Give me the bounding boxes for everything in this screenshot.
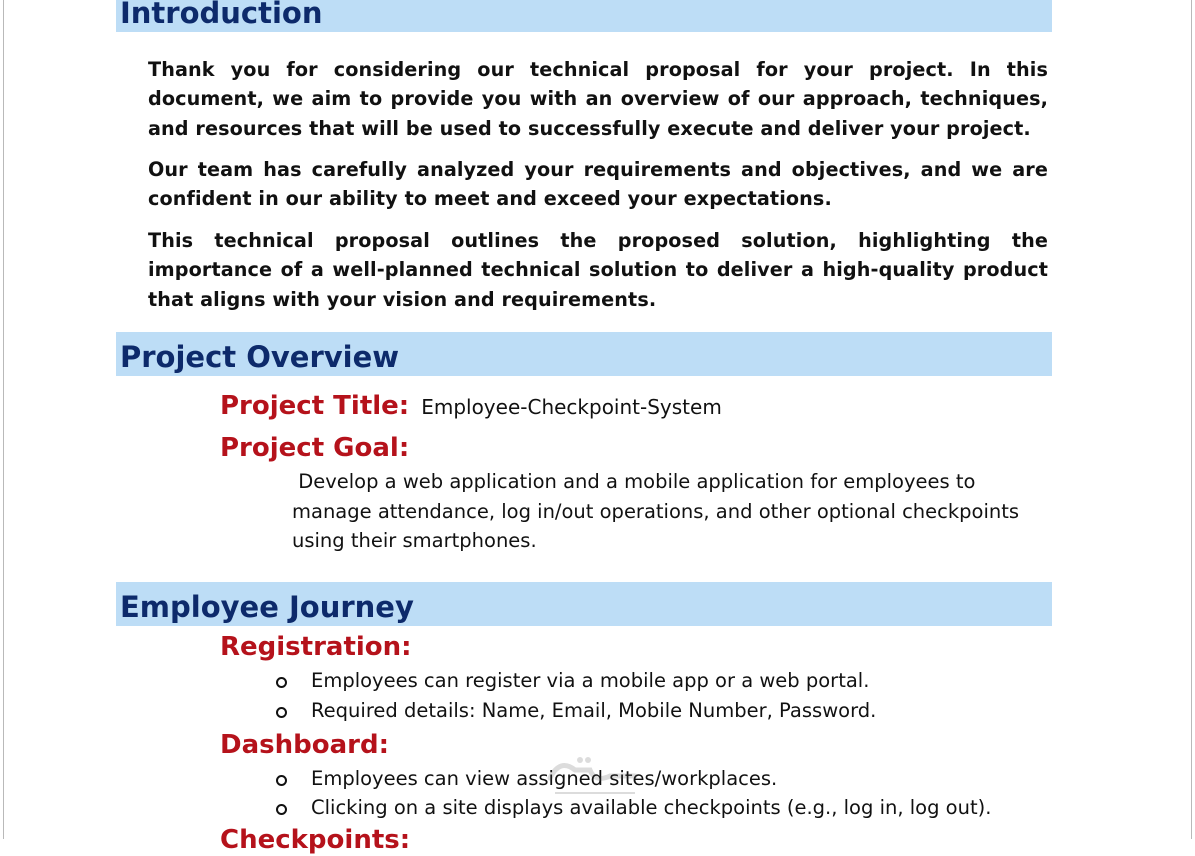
mostaql-watermark-icon (540, 748, 650, 808)
hollow-bullet-icon (276, 677, 287, 688)
project-overview-section-band (116, 332, 1052, 376)
project-goal-text: Develop a web application and a mobile application for employees to manage attendance, log in/out operations, and other optional checkpoints using their smartphones. (292, 470, 1026, 552)
page-left-edge (3, 0, 4, 839)
introduction-paragraph-2: Our team has carefully analyzed your requirements and objectives, and we are confident in our ability to meet and exceed your expectations. (148, 158, 1048, 211)
introduction-paragraph-1: Thank you for considering our technical proposal for your project. In this document, we aim to provide you with an overview of our approach, techniques, and resources that will be used to successfully execute and deliver your project. (148, 58, 1048, 140)
list-item-text: Employees can register via a mobile app or a web portal. (311, 669, 870, 692)
introduction-paragraph-3: This technical proposal outlines the proposed solution, highlighting the importance of a well-planned technical solution to deliver a high-quality product that aligns with your vision and requirements. (148, 229, 1048, 311)
dashboard-heading: Dashboard: (220, 730, 389, 760)
project-title-label: Project Title: (220, 391, 410, 421)
list-item-text: Required details: Name, Email, Mobile Number, Password. (311, 699, 877, 722)
employee-journey-heading: Employee Journey (120, 590, 414, 624)
hollow-bullet-icon (276, 804, 287, 815)
project-goal-label: Project Goal: (220, 433, 410, 463)
hollow-bullet-icon (276, 775, 287, 786)
checkpoints-heading: Checkpoints: (220, 825, 411, 855)
project-title-value: Employee-Checkpoint-System (421, 395, 722, 419)
project-title-row (220, 390, 722, 423)
registration-heading: Registration: (220, 632, 412, 662)
list-item-text: Employees can view assigned sites/workplaces. (311, 767, 778, 790)
employee-journey-section-band (116, 582, 1052, 626)
page-right-edge (1191, 0, 1192, 839)
project-overview-heading: Project Overview (120, 340, 400, 374)
introduction-section-band (116, 0, 1052, 32)
introduction-heading: Introduction (120, 0, 323, 30)
hollow-bullet-icon (276, 707, 287, 718)
list-item-text: Clicking on a site displays available checkpoints (e.g., log in, log out). (311, 796, 992, 819)
